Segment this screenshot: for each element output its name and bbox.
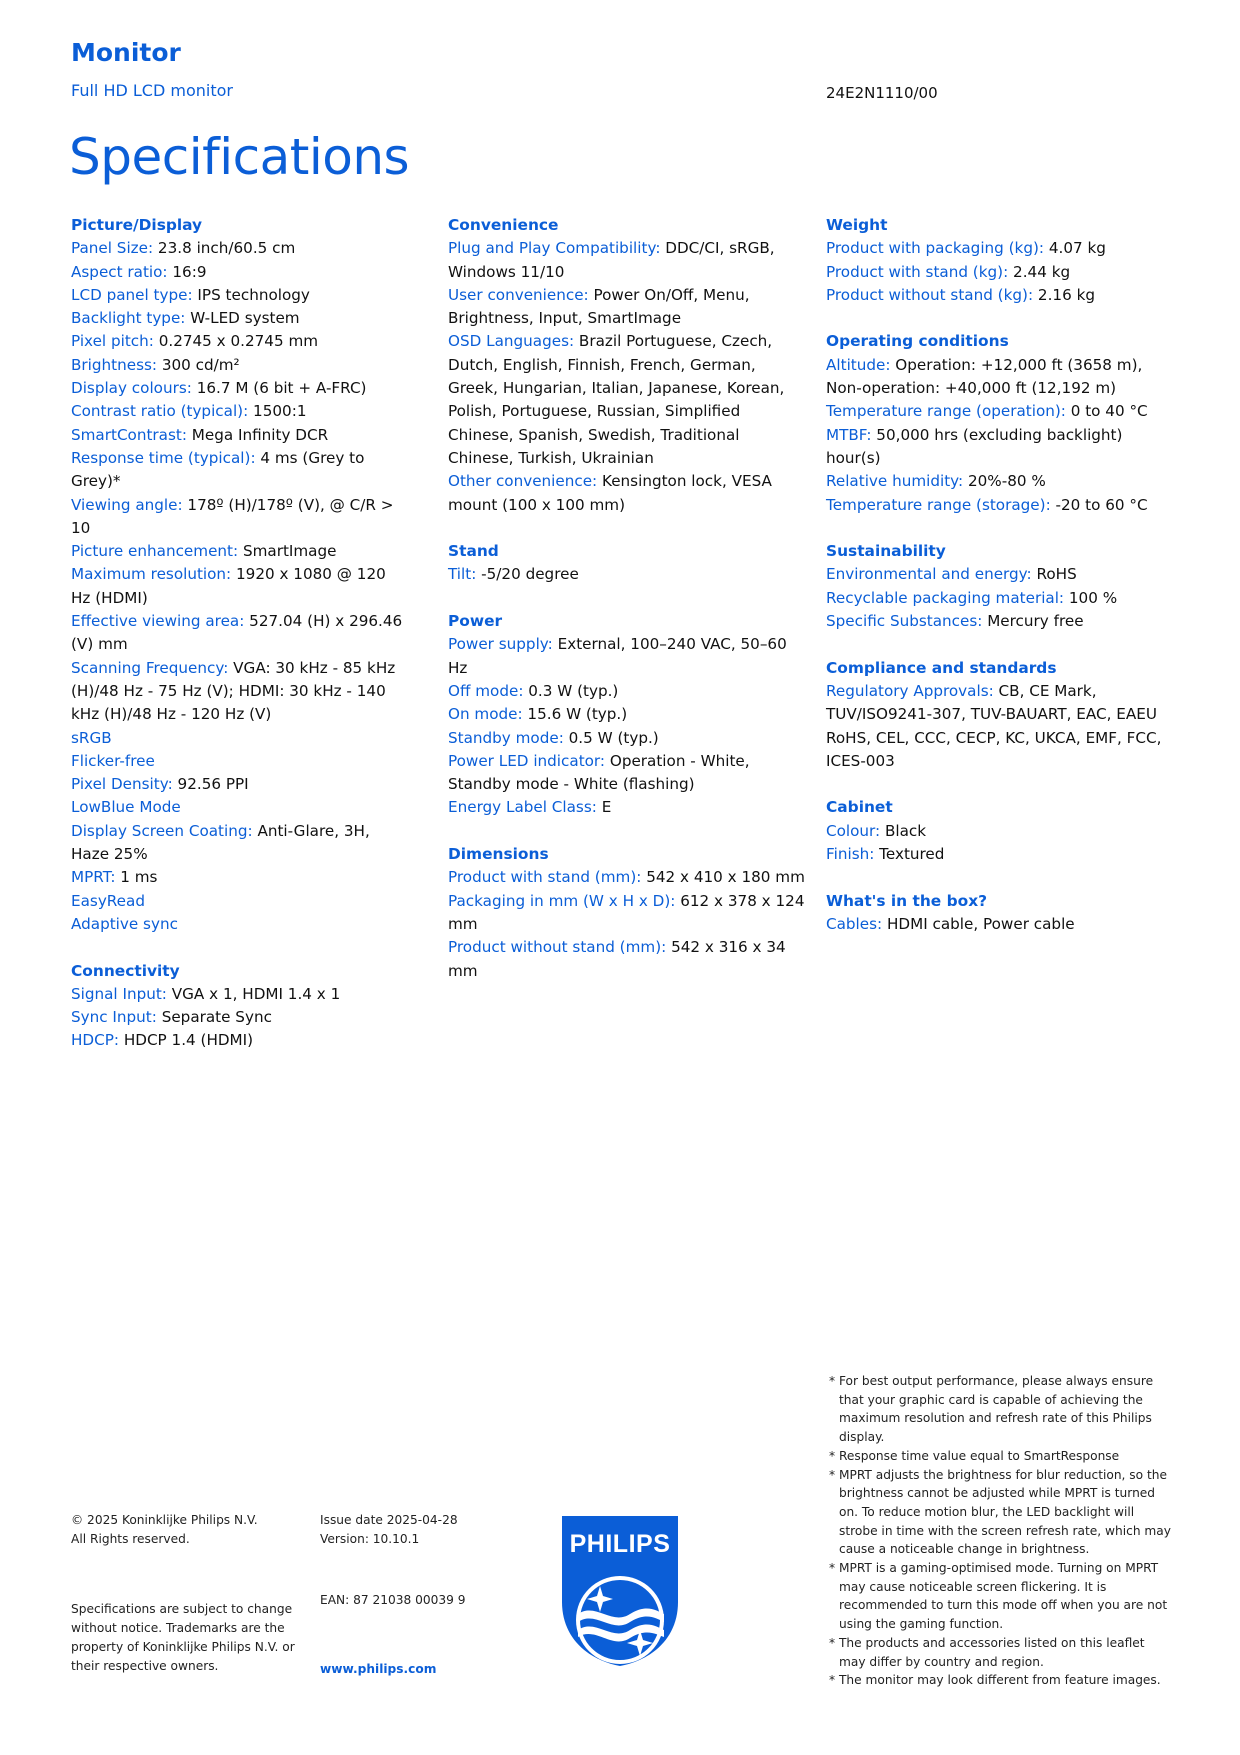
spec-item <box>826 563 1171 586</box>
spec-value: Mega Infinity DCR <box>186 425 329 444</box>
spec-item <box>448 796 806 819</box>
spec-item <box>826 237 1171 260</box>
section-title: Dimensions <box>448 845 549 864</box>
spec-item <box>71 657 406 727</box>
spec-item <box>71 610 406 657</box>
footnote: * MPRT is a gaming-optimised mode. Turning on MPRT may cause noticeable screen flickering. It is recommended to turn this mode off when you are not using the gaming function. <box>829 1561 1168 1632</box>
spec-label: Cables: <box>826 914 883 933</box>
spec-item <box>71 261 406 284</box>
spec-item <box>71 447 406 494</box>
spec-label: Power LED indicator: <box>448 751 606 770</box>
spec-value: 20%-80 % <box>963 472 1046 491</box>
page-title: Specifications <box>69 128 410 186</box>
spec-item <box>71 983 406 1006</box>
spec-label: Tilt: <box>448 565 477 584</box>
spec-value: 4 ms (Grey to Grey)* <box>71 448 365 491</box>
spec-label: Product with packaging (kg): <box>826 239 1045 258</box>
spec-label: Plug and Play Compatibility: <box>448 239 661 258</box>
spec-value: Power On/Off, Menu, Brightness, Input, SmartImage <box>448 285 750 328</box>
spec-label: Power supply: <box>448 635 553 654</box>
spec-item <box>448 750 806 797</box>
spec-value: 612 x 378 x 124 mm <box>448 891 805 933</box>
spec-value: Operation: +12,000 ft (3658 m), Non-operation: +40,000 ft (12,192 m) <box>826 355 1143 398</box>
spec-section <box>71 960 406 1053</box>
spec-item <box>448 470 806 517</box>
spec-item <box>826 284 1171 307</box>
spec-value: 178º (H)/178º (V), @ C/R > 10 <box>71 495 394 537</box>
spec-item <box>71 913 406 936</box>
spec-label: Altitude: <box>826 355 891 374</box>
spec-item <box>71 330 406 353</box>
spec-value: 4.07 kg <box>1044 239 1106 258</box>
spec-item <box>71 354 406 377</box>
spec-label: Sync Input: <box>71 1008 157 1027</box>
spec-value: 527.04 (H) x 296.46 (V) mm <box>71 612 403 654</box>
spec-label: Flicker-free <box>71 751 155 770</box>
spec-value: 1 ms <box>115 868 158 887</box>
spec-label: MPRT: <box>71 868 116 887</box>
spec-label: Relative humidity: <box>826 472 964 491</box>
spec-section <box>826 657 1171 773</box>
spec-value: 0.5 W (typ.) <box>563 728 659 747</box>
spec-column-2 <box>448 214 806 1006</box>
legal-notice: Specifications are subject to change without notice. Trademarks are the property of Koninklijke Philips N.V. or their respective owners. <box>71 1602 295 1673</box>
spec-item <box>826 843 1171 866</box>
section-title: Power <box>448 612 503 631</box>
spec-section <box>448 214 806 517</box>
spec-label: OSD Languages: <box>448 332 575 351</box>
spec-item <box>71 1006 406 1029</box>
footnotes <box>829 1372 1174 1690</box>
spec-item <box>71 563 406 610</box>
spec-item <box>826 587 1171 610</box>
spec-label: Brightness: <box>71 355 158 374</box>
copyright-line: © 2025 Koninklijke Philips N.V. <box>71 1513 258 1527</box>
spec-value: E <box>596 798 612 817</box>
spec-label: Packaging in mm (W x H x D): <box>448 891 676 910</box>
spec-item <box>71 237 406 260</box>
spec-item <box>71 820 406 867</box>
ean-code: EAN: 87 21038 00039 9 <box>320 1593 466 1607</box>
spec-label: Signal Input: <box>71 984 167 1003</box>
spec-label: Backlight type: <box>71 309 186 328</box>
copyright <box>71 1511 291 1549</box>
spec-label: Panel Size: <box>71 239 154 258</box>
spec-label: Regulatory Approvals: <box>826 681 994 700</box>
section-title: Picture/Display <box>71 216 203 234</box>
spec-value: 23.8 inch/60.5 cm <box>153 239 296 258</box>
spec-item <box>448 563 806 586</box>
spec-item <box>448 703 806 726</box>
spec-item <box>826 913 1171 936</box>
spec-label: EasyRead <box>71 891 145 910</box>
spec-value: Mercury free <box>982 612 1084 631</box>
spec-label: Product without stand (mm): <box>448 938 667 957</box>
spec-item <box>826 424 1171 471</box>
section-title: Sustainability <box>826 542 946 561</box>
spec-label: Temperature range (storage): <box>826 495 1051 514</box>
spec-column-1 <box>71 214 406 1076</box>
spec-value: Brazil Portuguese, Czech, Dutch, English, Finnish, French, German, Greek, Hungarian, Italian, Japanese, Korean, Polish, Portuguese, Russian, Simplified Chinese, Spanish, Swedish, Traditional Chinese, Turkish, Ukrainian <box>448 332 785 467</box>
spec-label: sRGB <box>71 728 112 747</box>
spec-value: 16:9 <box>167 262 207 281</box>
philips-shield-logo <box>556 1510 684 1674</box>
spec-item <box>448 330 806 470</box>
spec-item <box>826 354 1171 401</box>
footnote: * MPRT adjusts the brightness for blur reduction, so the brightness cannot be adjusted while MPRT is turned on. To reduce motion blur, the LED backlight will strobe in time with the screen refresh rate, which may cause a noticeable change in brightness. <box>829 1467 1171 1557</box>
spec-label: Effective viewing area: <box>71 612 245 631</box>
spec-item <box>71 796 406 819</box>
spec-section <box>71 214 406 936</box>
section-title: Connectivity <box>71 961 180 980</box>
spec-value: HDMI cable, Power cable <box>882 914 1075 933</box>
footnote: * The monitor may look different from feature images. <box>829 1673 1161 1688</box>
spec-section <box>826 330 1171 516</box>
spec-value: IPS technology <box>192 285 310 304</box>
spec-value: Operation - White, Standby mode - White (flashing) <box>448 751 750 794</box>
spec-value: External, 100–240 VAC, 50–60 Hz <box>448 635 787 677</box>
spec-item <box>71 494 406 541</box>
spec-item <box>826 610 1171 633</box>
spec-label: Picture enhancement: <box>71 542 239 561</box>
spec-value: -20 to 60 °C <box>1050 495 1148 514</box>
section-title: Operating conditions <box>826 332 1009 351</box>
issue-date: Issue date 2025-04-28 <box>320 1513 458 1527</box>
spec-value: 15.6 W (typ.) <box>522 705 628 724</box>
spec-value: 50,000 hrs (excluding backlight) hour(s) <box>826 425 1123 467</box>
rights-line: All Rights reserved. <box>71 1532 190 1546</box>
spec-section <box>826 890 1171 937</box>
section-title: What's in the box? <box>826 891 988 910</box>
spec-item <box>826 820 1171 843</box>
spec-value: RoHS <box>1031 565 1077 584</box>
spec-section <box>448 540 806 587</box>
spec-item <box>71 307 406 330</box>
spec-label: Finish: <box>826 845 875 864</box>
spec-item <box>71 377 406 400</box>
spec-label: Standby mode: <box>448 728 564 747</box>
spec-item <box>71 750 406 773</box>
svg-text:PHILIPS: PHILIPS <box>569 1530 671 1558</box>
model-number: 24E2N1110/00 <box>826 84 938 102</box>
spec-label: Temperature range (operation): <box>826 402 1066 421</box>
spec-value: DDC/CI, sRGB, Windows 11/10 <box>448 239 775 281</box>
spec-label: Maximum resolution: <box>71 565 232 584</box>
spec-value: VGA x 1, HDMI 1.4 x 1 <box>166 984 341 1003</box>
spec-value: 542 x 316 x 34 mm <box>448 938 786 980</box>
spec-label: Off mode: <box>448 681 524 700</box>
spec-value: -5/20 degree <box>476 565 579 584</box>
spec-value: SmartImage <box>238 542 337 561</box>
product-category-title: Monitor <box>71 38 181 67</box>
spec-value: W-LED system <box>185 309 300 328</box>
spec-label: Contrast ratio (typical): <box>71 402 249 421</box>
spec-item <box>71 400 406 423</box>
spec-value: Anti-Glare, 3H, Haze 25% <box>71 821 370 864</box>
section-title: Cabinet <box>826 798 893 817</box>
spec-value: Separate Sync <box>156 1008 272 1027</box>
spec-item <box>826 400 1171 423</box>
spec-item <box>448 727 806 750</box>
spec-label: Colour: <box>826 821 881 840</box>
spec-section <box>448 610 806 820</box>
spec-label: Other convenience: <box>448 472 598 491</box>
spec-item <box>71 540 406 563</box>
spec-section <box>826 214 1171 307</box>
spec-item <box>71 1029 406 1052</box>
spec-item <box>71 773 406 796</box>
section-title: Weight <box>826 216 888 234</box>
spec-label: Viewing angle: <box>71 495 183 514</box>
spec-item <box>448 633 806 680</box>
footnote: * Response time value equal to SmartResponse <box>829 1448 1120 1463</box>
spec-label: Energy Label Class: <box>448 798 597 817</box>
footnote: * For best output performance, please always ensure that your graphic card is capable of achieving the maximum resolution and refresh rate of this Philips display. <box>829 1374 1154 1445</box>
spec-label: Specific Substances: <box>826 612 983 631</box>
spec-value: 1920 x 1080 @ 120 Hz (HDMI) <box>71 565 386 607</box>
spec-item <box>448 936 806 983</box>
spec-label: Pixel Density: <box>71 775 173 794</box>
spec-label: Product without stand (kg): <box>826 285 1034 304</box>
spec-label: LowBlue Mode <box>71 798 181 817</box>
spec-item <box>826 494 1171 517</box>
spec-label: Response time (typical): <box>71 448 256 467</box>
section-title: Stand <box>448 542 499 561</box>
spec-value: 0 to 40 °C <box>1065 402 1148 421</box>
spec-value: 300 cd/m² <box>157 355 240 374</box>
spec-item <box>826 680 1171 773</box>
spec-item <box>71 284 406 307</box>
spec-label: MTBF: <box>826 425 872 444</box>
spec-value: 0.3 W (typ.) <box>523 681 619 700</box>
spec-value: 2.44 kg <box>1008 262 1071 281</box>
spec-value: Textured <box>874 845 945 864</box>
spec-item <box>448 680 806 703</box>
spec-item <box>71 866 406 889</box>
spec-item <box>448 237 806 284</box>
spec-item <box>448 284 806 331</box>
section-title: Compliance and standards <box>826 658 1057 677</box>
product-subtitle: Full HD LCD monitor <box>71 81 233 100</box>
spec-value: VGA: 30 kHz - 85 kHz (H)/48 Hz - 75 Hz (V); HDMI: 30 kHz - 140 kHz (H)/48 Hz - 120 Hz (V) <box>71 658 396 724</box>
spec-item <box>826 261 1171 284</box>
spec-label: Product with stand (kg): <box>826 262 1009 281</box>
spec-value: 16.7 M (6 bit + A-FRC) <box>191 379 367 398</box>
spec-item <box>71 890 406 913</box>
spec-label: Pixel pitch: <box>71 332 154 351</box>
spec-item <box>71 727 406 750</box>
spec-label: Product with stand (mm): <box>448 868 642 887</box>
spec-label: Display Screen Coating: <box>71 821 253 840</box>
spec-label: Environmental and energy: <box>826 565 1032 584</box>
spec-value: 92.56 PPI <box>172 775 249 794</box>
spec-label: On mode: <box>448 705 523 724</box>
spec-value: HDCP 1.4 (HDMI) <box>119 1031 254 1050</box>
version: Version: 10.10.1 <box>320 1532 420 1546</box>
spec-value: 100 % <box>1064 588 1118 607</box>
spec-value: CB, CE Mark, TUV/ISO9241-307, TUV-BAUART, EAC, EAEU RoHS, CEL, CCC, CECP, KC, UKCA, EMF, FCC, ICES-003 <box>826 681 1162 770</box>
spec-label: Scanning Frequency: <box>71 658 229 677</box>
spec-item <box>448 890 806 937</box>
spec-value: 0.2745 x 0.2745 mm <box>153 332 319 351</box>
spec-label: Display colours: <box>71 379 192 398</box>
spec-value: 542 x 410 x 180 mm <box>641 868 805 887</box>
spec-column-3 <box>826 214 1171 960</box>
spec-section <box>826 540 1171 633</box>
spec-label: Adaptive sync <box>71 914 178 933</box>
section-title: Convenience <box>448 216 559 234</box>
spec-label: Recyclable packaging material: <box>826 588 1065 607</box>
spec-label: SmartContrast: <box>71 425 187 444</box>
spec-label: Aspect ratio: <box>71 262 168 281</box>
spec-item <box>448 866 806 889</box>
issue-info <box>320 1511 480 1549</box>
spec-value: Black <box>880 821 927 840</box>
footnote: * The products and accessories listed on this leaflet may differ by country and region. <box>829 1635 1145 1669</box>
spec-value: Kensington lock, VESA mount (100 x 100 mm) <box>448 472 772 514</box>
spec-section <box>826 796 1171 866</box>
spec-label: LCD panel type: <box>71 285 193 304</box>
spec-section <box>448 843 806 983</box>
spec-value: 2.16 kg <box>1033 285 1096 304</box>
spec-item <box>71 424 406 447</box>
website-link[interactable]: www.philips.com <box>320 1662 437 1676</box>
spec-item <box>826 470 1171 493</box>
spec-label: User convenience: <box>448 285 589 304</box>
spec-label: HDCP: <box>71 1031 119 1050</box>
spec-value: 1500:1 <box>248 402 307 421</box>
